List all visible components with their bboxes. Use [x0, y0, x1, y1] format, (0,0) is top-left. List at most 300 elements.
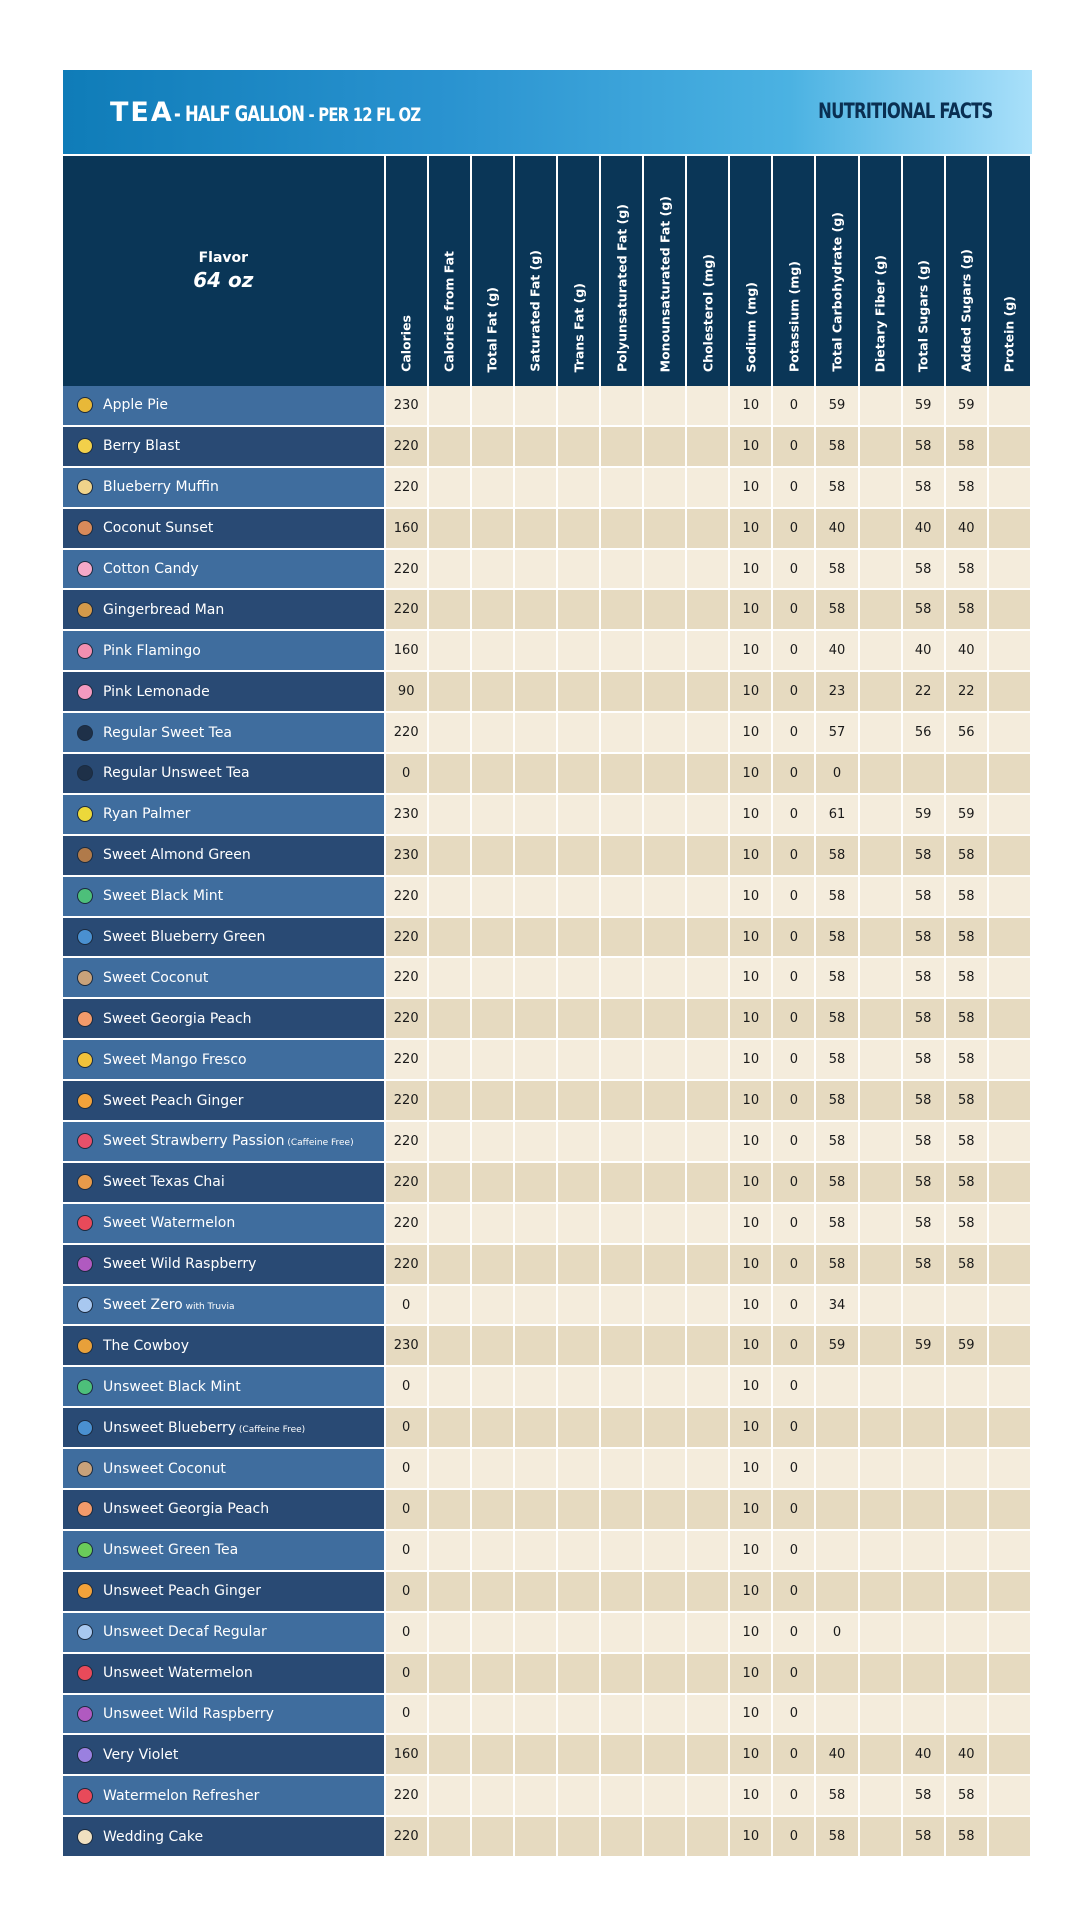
value-cell: 0 [772, 917, 815, 958]
value-cell [428, 1203, 471, 1244]
value-cell: 58 [815, 957, 858, 998]
value-cell [600, 467, 643, 508]
flavor-cell [63, 1039, 385, 1080]
value-cell [686, 835, 729, 876]
watermelon-icon [77, 1665, 93, 1681]
peach-icon [77, 1501, 93, 1517]
value-cell [514, 1407, 557, 1448]
value-cell [686, 1039, 729, 1080]
value-cell [600, 876, 643, 917]
strawberry-icon [77, 1133, 93, 1149]
boot-icon [77, 1338, 93, 1354]
value-cell: 10 [729, 1039, 772, 1080]
value-cell [988, 794, 1031, 835]
value-cell [514, 589, 557, 630]
value-cell [514, 508, 557, 549]
value-cell: 59 [902, 1325, 945, 1366]
value-cell [428, 835, 471, 876]
column-header-label: Added Sugars (g) [958, 249, 974, 372]
value-cell [600, 549, 643, 590]
value-cell: 59 [945, 1325, 988, 1366]
value-cell: 58 [815, 549, 858, 590]
value-cell [514, 1734, 557, 1775]
value-cell [815, 1366, 858, 1407]
value-cell [643, 589, 686, 630]
value-cell [514, 467, 557, 508]
cake-icon [77, 1829, 93, 1845]
value-cell [859, 876, 902, 917]
value-cell: 10 [729, 1325, 772, 1366]
blueberry-icon [77, 929, 93, 945]
value-cell [945, 1448, 988, 1489]
value-cell: 0 [772, 753, 815, 794]
star-anise-icon [77, 1174, 93, 1190]
value-cell [988, 386, 1031, 426]
flavor-cell [63, 1285, 385, 1326]
value-cell [600, 917, 643, 958]
value-cell [686, 1080, 729, 1121]
value-cell: 40 [945, 630, 988, 671]
flavor-label: Flavor [198, 250, 249, 266]
flavor-cell [63, 671, 385, 712]
value-cell [600, 426, 643, 467]
value-cell: 58 [945, 1121, 988, 1162]
value-cell [600, 1366, 643, 1407]
flavor-cell [63, 1407, 385, 1448]
value-cell [557, 589, 600, 630]
table-row [63, 1080, 1031, 1121]
value-cell [988, 1407, 1031, 1448]
flavor-name: Pink Flamingo [103, 642, 201, 659]
value-cell: 220 [385, 1039, 428, 1080]
value-cell: 58 [815, 835, 858, 876]
value-cell: 10 [729, 467, 772, 508]
value-cell [859, 1285, 902, 1326]
value-cell [471, 835, 514, 876]
flavor-name: Apple Pie [103, 397, 168, 414]
column-header-label: Sodium (mg) [743, 281, 759, 372]
value-cell [988, 1530, 1031, 1571]
raspberry-icon [77, 1256, 93, 1272]
column-header [859, 155, 902, 386]
value-cell: 10 [729, 957, 772, 998]
value-cell: 58 [945, 467, 988, 508]
title-serving: - PER 12 FL OZ [303, 104, 421, 126]
value-cell [686, 1653, 729, 1694]
value-cell: 58 [945, 426, 988, 467]
column-header [385, 155, 428, 386]
value-cell: 10 [729, 549, 772, 590]
value-cell [859, 957, 902, 998]
value-cell [859, 508, 902, 549]
value-cell [988, 712, 1031, 753]
peach-icon [77, 1093, 93, 1109]
flavor-name: Sweet Blueberry Green [103, 929, 266, 946]
flavor-name: Sweet Zero [103, 1297, 183, 1314]
flavor-cell [63, 1489, 385, 1530]
value-cell [902, 1653, 945, 1694]
value-cell: 58 [815, 998, 858, 1039]
value-cell [643, 1325, 686, 1366]
value-cell [686, 1489, 729, 1530]
value-cell [859, 1816, 902, 1857]
value-cell [428, 1325, 471, 1366]
value-cell [945, 1571, 988, 1612]
value-cell [988, 467, 1031, 508]
value-cell [902, 1612, 945, 1653]
value-cell: 58 [945, 998, 988, 1039]
value-cell: 10 [729, 589, 772, 630]
value-cell [643, 630, 686, 671]
value-cell [428, 957, 471, 998]
value-cell: 0 [385, 1366, 428, 1407]
flavor-name: Pink Lemonade [103, 683, 210, 700]
value-cell [988, 957, 1031, 998]
flavor-cell [63, 1080, 385, 1121]
value-cell [471, 671, 514, 712]
value-cell: 0 [772, 467, 815, 508]
column-header [557, 155, 600, 386]
value-cell [643, 1816, 686, 1857]
value-cell [471, 1816, 514, 1857]
column-header-label: Saturated Fat (g) [527, 250, 543, 372]
value-cell [428, 753, 471, 794]
value-cell [859, 1734, 902, 1775]
value-cell [514, 753, 557, 794]
value-cell [643, 998, 686, 1039]
value-cell: 10 [729, 1203, 772, 1244]
flavor-name: Unsweet Wild Raspberry [103, 1705, 274, 1722]
flavor-cell [63, 1816, 385, 1857]
value-cell [859, 1121, 902, 1162]
value-cell [428, 876, 471, 917]
column-header [945, 155, 988, 386]
value-cell [988, 1244, 1031, 1285]
column-header [988, 155, 1031, 386]
value-cell [643, 1285, 686, 1326]
value-cell: 220 [385, 1775, 428, 1816]
flavor-cell [63, 426, 385, 467]
header-row [63, 155, 1031, 386]
value-cell [902, 1530, 945, 1571]
value-cell: 0 [772, 1244, 815, 1285]
value-cell: 220 [385, 957, 428, 998]
flavor-note: (Caffeine Free) [284, 1138, 354, 1149]
value-cell: 59 [945, 794, 988, 835]
value-cell [428, 1530, 471, 1571]
flavor-name: Coconut Sunset [103, 520, 214, 537]
value-cell: 0 [772, 386, 815, 426]
value-cell [514, 426, 557, 467]
value-cell: 220 [385, 549, 428, 590]
value-cell: 10 [729, 1571, 772, 1612]
column-header-label: Polyunsaturated Fat (g) [614, 203, 630, 372]
value-cell: 0 [772, 1734, 815, 1775]
value-cell [988, 1121, 1031, 1162]
value-cell: 40 [815, 630, 858, 671]
flavor-name: Unsweet Decaf Regular [103, 1624, 267, 1641]
value-cell [945, 1407, 988, 1448]
table-row [63, 1775, 1031, 1816]
table-row [63, 794, 1031, 835]
value-cell: 58 [815, 1244, 858, 1285]
value-cell [859, 998, 902, 1039]
value-cell: 58 [902, 957, 945, 998]
value-cell: 58 [815, 1039, 858, 1080]
value-cell [514, 1571, 557, 1612]
value-cell: 40 [902, 630, 945, 671]
table-row [63, 1325, 1031, 1366]
value-cell: 58 [815, 589, 858, 630]
value-cell [600, 1448, 643, 1489]
value-cell [514, 1244, 557, 1285]
value-cell [686, 957, 729, 998]
value-cell: 0 [385, 1612, 428, 1653]
value-cell: 58 [902, 1162, 945, 1203]
value-cell [643, 1653, 686, 1694]
table-row [63, 1448, 1031, 1489]
value-cell [471, 1407, 514, 1448]
table-row [63, 1530, 1031, 1571]
value-cell [859, 1653, 902, 1694]
title-size [174, 102, 420, 126]
value-cell [557, 1612, 600, 1653]
value-cell [643, 876, 686, 917]
value-cell [514, 1285, 557, 1326]
table-row [63, 549, 1031, 590]
value-cell [428, 1694, 471, 1735]
table-row [63, 876, 1031, 917]
value-cell: 0 [772, 1612, 815, 1653]
value-cell: 58 [945, 1816, 988, 1857]
value-cell [514, 671, 557, 712]
value-cell: 59 [945, 386, 988, 426]
value-cell: 58 [815, 467, 858, 508]
value-cell [686, 998, 729, 1039]
value-cell [428, 1612, 471, 1653]
value-cell [428, 917, 471, 958]
flavor-name: Sweet Strawberry Passion [103, 1133, 285, 1150]
value-cell [859, 917, 902, 958]
value-cell [686, 1407, 729, 1448]
value-cell [557, 1325, 600, 1366]
value-cell [643, 386, 686, 426]
table-row [63, 1244, 1031, 1285]
value-cell [859, 549, 902, 590]
value-cell [815, 1448, 858, 1489]
value-cell [471, 1612, 514, 1653]
value-cell [643, 1244, 686, 1285]
flavor-note: with Truvia [182, 1302, 235, 1313]
value-cell: 10 [729, 1694, 772, 1735]
value-cell: 90 [385, 671, 428, 712]
value-cell [643, 917, 686, 958]
value-cell: 58 [945, 1244, 988, 1285]
value-cell [945, 1530, 988, 1571]
flavor-cell [63, 467, 385, 508]
value-cell: 58 [945, 1080, 988, 1121]
flavor-cell [63, 1325, 385, 1366]
value-cell [428, 1775, 471, 1816]
column-header [729, 155, 772, 386]
value-cell [686, 1775, 729, 1816]
column-header [600, 155, 643, 386]
value-cell [686, 1162, 729, 1203]
value-cell: 58 [815, 917, 858, 958]
almond-icon [77, 847, 93, 863]
value-cell [859, 1325, 902, 1366]
value-cell [815, 1653, 858, 1694]
flavor-cell [63, 1366, 385, 1407]
value-cell: 58 [902, 835, 945, 876]
value-cell [514, 1775, 557, 1816]
value-cell [428, 1285, 471, 1326]
value-cell: 58 [902, 1816, 945, 1857]
value-cell [471, 1530, 514, 1571]
title-main: TEA [110, 97, 174, 128]
value-cell: 220 [385, 1162, 428, 1203]
value-cell [557, 467, 600, 508]
value-cell [471, 1489, 514, 1530]
value-cell [471, 957, 514, 998]
column-header [815, 155, 858, 386]
value-cell [557, 1244, 600, 1285]
flavor-name: Unsweet Peach Ginger [103, 1583, 262, 1600]
lemon-icon [77, 806, 93, 822]
value-cell [643, 1121, 686, 1162]
value-cell [471, 1775, 514, 1816]
value-cell: 10 [729, 508, 772, 549]
value-cell: 10 [729, 835, 772, 876]
value-cell: 0 [772, 589, 815, 630]
value-cell: 220 [385, 998, 428, 1039]
value-cell: 10 [729, 1080, 772, 1121]
value-cell [988, 876, 1031, 917]
value-cell: 0 [772, 876, 815, 917]
value-cell: 230 [385, 794, 428, 835]
value-cell: 58 [815, 1816, 858, 1857]
value-cell [557, 1285, 600, 1326]
value-cell: 58 [902, 589, 945, 630]
value-cell [428, 1734, 471, 1775]
column-header-label: Trans Fat (g) [571, 282, 586, 372]
muffin-icon [77, 479, 93, 495]
value-cell [600, 1816, 643, 1857]
value-cell [988, 1039, 1031, 1080]
value-cell [471, 630, 514, 671]
table-row [63, 1694, 1031, 1735]
value-cell [471, 1285, 514, 1326]
value-cell [557, 1039, 600, 1080]
mango-icon [77, 1052, 93, 1068]
value-cell [471, 1571, 514, 1612]
value-cell [988, 1203, 1031, 1244]
value-cell [428, 508, 471, 549]
column-header-label: Cholesterol (mg) [700, 253, 716, 372]
value-cell [643, 1694, 686, 1735]
table-row [63, 1039, 1031, 1080]
flavor-cell [63, 589, 385, 630]
flavor-name: Regular Sweet Tea [103, 724, 233, 741]
value-cell: 0 [772, 1489, 815, 1530]
coconut-icon [77, 1461, 93, 1477]
flavor-name: Sweet Almond Green [103, 847, 251, 864]
value-cell [600, 508, 643, 549]
value-cell: 0 [772, 1121, 815, 1162]
value-cell [428, 1448, 471, 1489]
value-cell: 58 [902, 549, 945, 590]
value-cell [643, 1366, 686, 1407]
flavor-name: Unsweet Georgia Peach [103, 1501, 270, 1518]
value-cell: 10 [729, 1489, 772, 1530]
column-header-label: Total Carbohydrate (g) [829, 212, 845, 372]
flavor-name: Sweet Peach Ginger [103, 1092, 244, 1109]
value-cell [945, 1366, 988, 1407]
value-cell: 160 [385, 630, 428, 671]
value-cell [686, 1694, 729, 1735]
value-cell [557, 1734, 600, 1775]
cotton-candy-icon [77, 561, 93, 577]
value-cell: 0 [772, 426, 815, 467]
table-row [63, 1653, 1031, 1694]
value-cell: 0 [772, 835, 815, 876]
value-cell [600, 753, 643, 794]
value-cell: 220 [385, 876, 428, 917]
flavor-cell [63, 1162, 385, 1203]
value-cell: 0 [385, 753, 428, 794]
table-row [63, 1366, 1031, 1407]
value-cell: 10 [729, 1407, 772, 1448]
flavor-name: Sweet Georgia Peach [103, 1010, 252, 1027]
value-cell: 10 [729, 1530, 772, 1571]
value-cell [643, 671, 686, 712]
value-cell [859, 1612, 902, 1653]
value-cell [428, 589, 471, 630]
flavor-cell [63, 1121, 385, 1162]
flavor-cell [63, 794, 385, 835]
value-cell [686, 1121, 729, 1162]
value-cell: 10 [729, 386, 772, 426]
value-cell [428, 467, 471, 508]
value-cell [859, 1489, 902, 1530]
value-cell [859, 1366, 902, 1407]
header-banner [63, 70, 1032, 154]
value-cell [600, 1039, 643, 1080]
value-cell: 0 [772, 630, 815, 671]
value-cell: 160 [385, 1734, 428, 1775]
value-cell: 220 [385, 1244, 428, 1285]
value-cell [471, 386, 514, 426]
value-cell [686, 1816, 729, 1857]
value-cell: 57 [815, 712, 858, 753]
value-cell: 56 [902, 712, 945, 753]
table-row [63, 386, 1031, 426]
column-header-label: Monounsaturated Fat (g) [657, 195, 673, 372]
column-header [428, 155, 471, 386]
value-cell [557, 549, 600, 590]
value-cell [945, 1489, 988, 1530]
flavor-cell [63, 1203, 385, 1244]
value-cell [600, 1162, 643, 1203]
flavor-name: Ryan Palmer [103, 806, 191, 823]
value-cell: 58 [945, 589, 988, 630]
value-cell: 10 [729, 876, 772, 917]
value-cell [945, 753, 988, 794]
value-cell [859, 426, 902, 467]
value-cell [514, 1039, 557, 1080]
value-cell: 58 [902, 876, 945, 917]
value-cell [557, 1653, 600, 1694]
